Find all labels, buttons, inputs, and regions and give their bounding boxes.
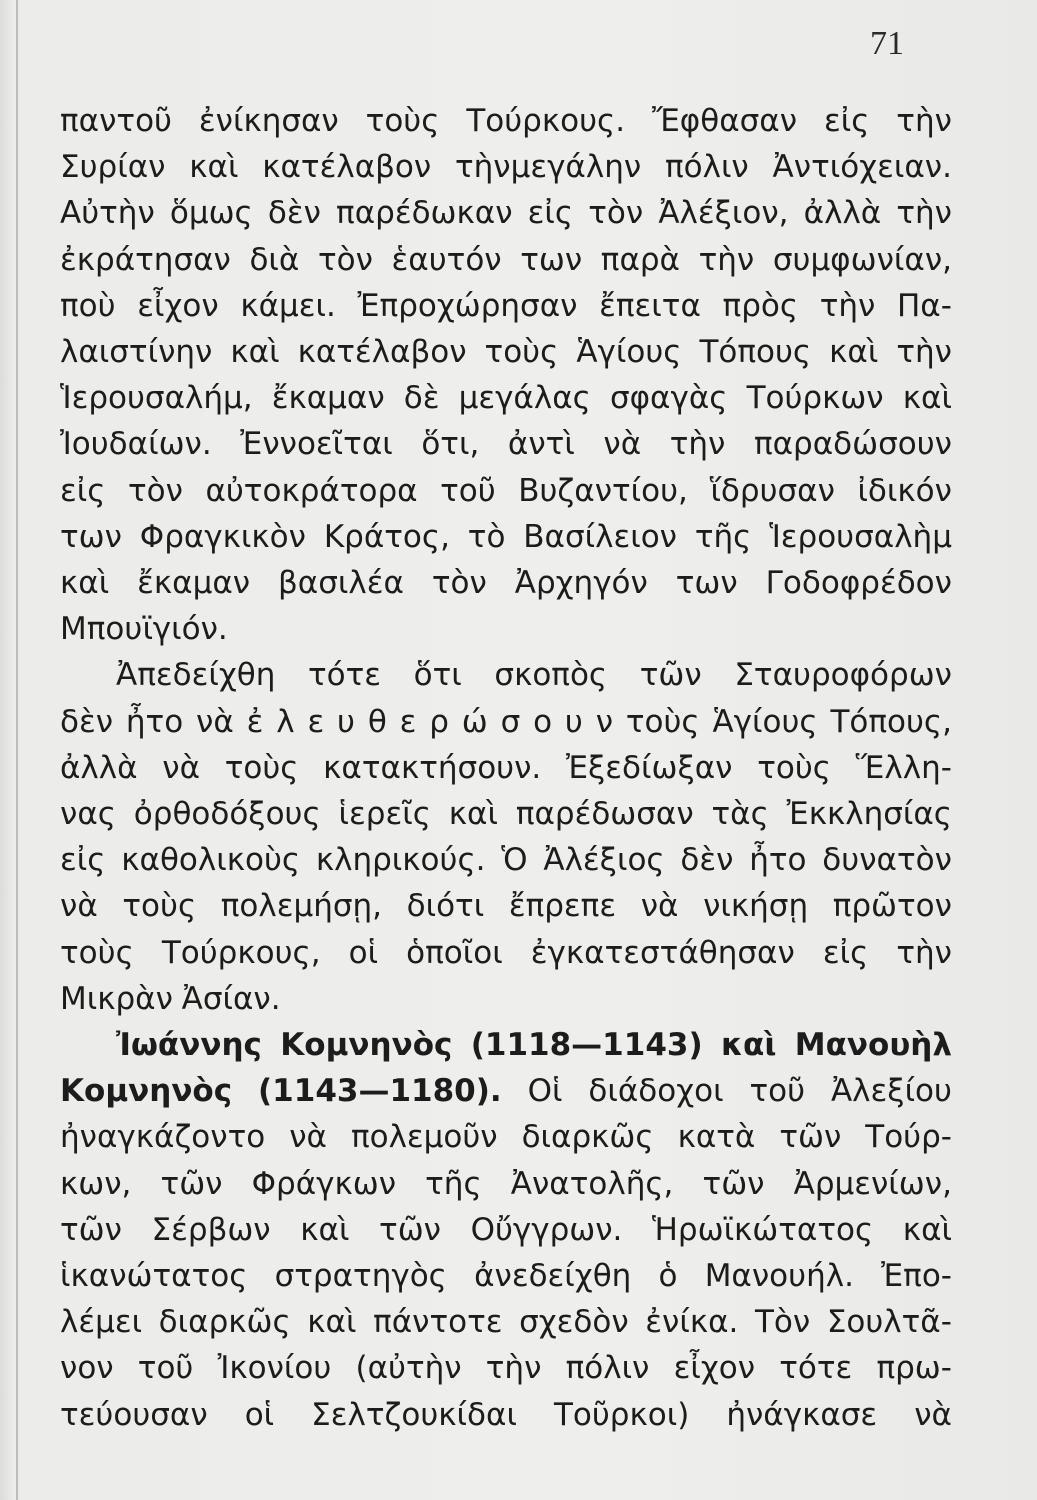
word: παρὰ <box>600 241 680 278</box>
word: Ἀπεδείχθη <box>116 657 276 694</box>
text-line <box>60 468 952 514</box>
word: πρῶτον <box>832 888 952 925</box>
word: διαρκῶς <box>521 1119 654 1156</box>
word: υ <box>337 703 355 740</box>
word: Ἐξεδίωξαν <box>565 749 733 786</box>
word: τὴν <box>896 334 952 370</box>
word: Ἀρμενίων, <box>793 1165 952 1202</box>
word: οἱ <box>244 1396 275 1433</box>
word: συμφωνίαν, <box>772 241 952 278</box>
word: ἀντὶ <box>507 426 575 463</box>
word: καθολικοὺς <box>121 842 301 879</box>
word: Ἰκονίου <box>217 1350 332 1387</box>
word: τὸν <box>431 565 487 601</box>
word: ἵδρυσαν <box>710 472 835 509</box>
word: ἦτο <box>125 703 184 740</box>
word: ποὺ <box>60 287 116 324</box>
word: ο <box>533 703 553 740</box>
word: Οἱ <box>527 1073 563 1110</box>
word: κων, <box>60 1165 132 1202</box>
word: Τούρκους, <box>161 934 321 971</box>
word: λαιστίνην <box>60 334 213 370</box>
word: αὐτοκράτορα <box>205 472 418 509</box>
word: εἰς <box>822 934 869 971</box>
word: των <box>675 565 738 601</box>
text-line <box>116 1022 952 1068</box>
word: μεγάλας <box>458 380 591 417</box>
word: λέμει <box>60 1304 143 1341</box>
word: Τούρκων <box>746 380 884 417</box>
word: Ἔφθασαν <box>651 103 798 139</box>
word: Οὔγγρων. <box>470 1211 623 1248</box>
word: Σταυροφόρων <box>734 657 952 694</box>
word: νὰ <box>162 749 201 786</box>
word: κληρικούς. <box>315 842 486 879</box>
word: σφαγὰς <box>609 380 728 417</box>
word: τοὺς <box>224 749 299 786</box>
text-line <box>116 652 952 698</box>
word: υ <box>564 703 583 740</box>
word: τῆς <box>694 518 752 555</box>
word: ώ <box>461 703 488 740</box>
word: Ἀντιόχειαν. <box>772 149 952 186</box>
word: Μανουήλ. <box>704 1258 854 1294</box>
word: στρατηγὸς <box>274 1258 447 1294</box>
word: τὴνμεγάλην <box>454 149 642 186</box>
word: τοῦ <box>440 472 496 509</box>
word: λ <box>276 703 295 740</box>
word: κάμει. <box>240 287 336 324</box>
word: βασιλέα <box>278 565 404 601</box>
word: τὴν <box>698 241 755 278</box>
text-line <box>60 144 952 190</box>
word: πρω- <box>876 1350 952 1387</box>
word: νον <box>60 1350 114 1387</box>
word: εἰς <box>60 842 106 879</box>
word: πόλιν <box>664 149 749 186</box>
word: Κομνηνὸς <box>280 1027 453 1063</box>
word: καὶ <box>448 796 498 832</box>
word: Τοῦρκοι) <box>553 1396 690 1433</box>
word: τὴν <box>485 1350 542 1387</box>
word: ἀνεδείχθη <box>474 1258 632 1294</box>
word: εἶχον <box>137 287 219 324</box>
word: Ἀνατολῆς, <box>510 1165 674 1202</box>
word: Συρίαν <box>60 149 166 186</box>
word: Κομνηνὸς <box>60 1073 233 1110</box>
page-number: 71 <box>870 25 904 62</box>
word: πόλιν <box>565 1350 650 1387</box>
word: Τούρ- <box>865 1119 952 1156</box>
text-line <box>60 1299 952 1345</box>
word: ὅτι <box>413 657 462 694</box>
word: τὸ <box>467 518 506 555</box>
text-line <box>60 237 952 283</box>
text-line <box>60 560 952 606</box>
word: ἐγκατεστάθησαν <box>530 934 795 971</box>
word: τοὺς <box>757 749 831 786</box>
word: Βασίλειον <box>523 518 677 555</box>
text-line <box>60 606 952 652</box>
text-line <box>60 329 952 375</box>
word: Μανουὴλ <box>794 1027 952 1063</box>
word: τότε <box>779 1350 853 1387</box>
word: Ἐννοεῖται <box>240 426 393 463</box>
word: Ἁγίους <box>712 703 818 740</box>
text-line <box>60 1392 952 1438</box>
word: τὴν <box>669 426 726 463</box>
word: ἔπειτα <box>599 287 701 324</box>
text-line <box>60 791 952 837</box>
word: τῶν <box>160 1165 223 1202</box>
word: Ἁγίους <box>576 334 682 370</box>
word: κατὰ <box>677 1119 756 1156</box>
word: πολεμήσῃ, <box>220 888 383 925</box>
word: καὶ <box>307 1304 357 1341</box>
word: νὰ <box>60 888 98 925</box>
word: τὸν <box>588 195 644 232</box>
word: νὰ <box>289 1119 327 1156</box>
word: κατακτήσουν. <box>323 749 542 786</box>
word: διὰ <box>249 241 300 278</box>
word: νὰ <box>603 426 642 463</box>
word: ρ <box>429 703 449 740</box>
word: τὴν <box>896 934 952 971</box>
word: Πα- <box>897 287 952 324</box>
word: εἰς <box>60 472 106 509</box>
word: καὶ <box>829 334 879 370</box>
word: των <box>520 241 583 278</box>
word: ἐ <box>246 703 264 740</box>
word: ἐνίκα. <box>645 1304 739 1341</box>
word: παντοῦ <box>60 103 172 139</box>
word: Ἐπο- <box>881 1258 952 1294</box>
text-line <box>60 837 952 883</box>
word: Ἀρχηγόν <box>514 565 648 601</box>
word: δὲ <box>403 380 440 417</box>
word: Ἀσίαν. <box>181 980 281 1017</box>
word: Ἱερουσαλὴμ <box>769 518 952 555</box>
word: Τόπους, <box>830 703 952 740</box>
word: Ἐπροχώρησαν <box>357 287 578 324</box>
word: Ἡρωϊκώτατος <box>652 1211 874 1248</box>
word: παραδώσουν <box>753 426 952 463</box>
word: ἀλλὰ <box>60 749 138 786</box>
word: διότι <box>406 888 485 925</box>
word: ἔπρεπε <box>508 888 617 925</box>
word: διάδοχοι <box>588 1073 724 1110</box>
word: δὲν <box>680 842 734 879</box>
word: σχεδὸν <box>519 1304 629 1341</box>
word: σ <box>500 703 521 740</box>
word: Τούρκους. <box>466 103 626 139</box>
word: νὰ <box>196 703 234 740</box>
word: καὶ <box>902 1211 952 1248</box>
word: Αὐτὴν <box>60 195 155 232</box>
text-line <box>60 190 952 236</box>
word: Ἰωάννης <box>116 1027 262 1063</box>
text-line <box>60 1068 952 1114</box>
word: Μικρὰν <box>60 980 173 1017</box>
word: τὴν <box>896 103 952 139</box>
word: Κράτος, <box>323 518 450 555</box>
word: καὶ <box>721 1027 777 1063</box>
text-line <box>60 1114 952 1160</box>
text-line <box>60 699 952 745</box>
word: τοῦ <box>749 1073 806 1110</box>
word: τῶν <box>702 1165 765 1202</box>
text-line <box>60 883 952 929</box>
word: δὲν <box>267 195 321 232</box>
word: σκοπὸς <box>494 657 608 694</box>
word: ἀλλὰ <box>803 195 882 232</box>
word: τὸν <box>127 472 183 509</box>
word: Βυζαντίου, <box>518 472 688 509</box>
text-line <box>60 1253 952 1299</box>
word: καὶ <box>189 149 239 186</box>
word: καὶ <box>902 380 952 417</box>
text-line <box>60 976 952 1022</box>
word: τῶν <box>639 657 702 694</box>
word: Μπουϊγιόν. <box>60 611 228 648</box>
word: εἰς <box>823 103 870 139</box>
word: Φράγκων <box>251 1165 397 1202</box>
word: Σουλτᾶ- <box>826 1304 952 1341</box>
word: Σέρβων <box>151 1211 271 1248</box>
word: ἱκανώτατος <box>60 1258 248 1294</box>
word: τεύουσαν <box>60 1396 208 1433</box>
word: ὁποῖοι <box>406 934 503 971</box>
word: Ἱερουσαλήμ, <box>60 380 253 417</box>
word: πρὸς <box>722 287 799 324</box>
word: τοὺς <box>365 103 440 139</box>
word: Σελτζουκίδαι <box>311 1396 517 1433</box>
word: τοὺς <box>484 334 559 370</box>
word: Γοδοφρέδον <box>765 565 952 601</box>
word: πάντοτε <box>373 1304 503 1341</box>
word: ἱερεῖς <box>338 796 431 832</box>
word: ἐκράτησαν <box>60 241 231 278</box>
word: νὰ <box>914 1396 952 1433</box>
text-line <box>60 1161 952 1207</box>
word: Ἀλέξιος <box>543 842 665 879</box>
word: τῶν <box>779 1119 842 1156</box>
word: διαρκῶς <box>158 1304 291 1341</box>
word: θ <box>367 703 387 740</box>
word: τῆς <box>425 1165 482 1202</box>
word: κατέλαβον <box>297 334 467 370</box>
word: νας <box>60 796 116 832</box>
word: Ἀλέξιον, <box>658 195 789 232</box>
text-line <box>60 1345 952 1391</box>
word: τοῦ <box>137 1350 194 1387</box>
text-line <box>60 1207 952 1253</box>
word: καὶ <box>300 1211 350 1248</box>
word: τοὺς <box>625 703 700 740</box>
word: τοὺς <box>60 934 134 971</box>
word: κατέλαβον <box>262 149 432 186</box>
word: Φραγκικὸν <box>139 518 306 555</box>
word: τῶν <box>379 1211 441 1248</box>
word: Ἕλλη- <box>855 749 952 786</box>
word: ὅτι, <box>421 426 480 463</box>
word: (αὐτὴν <box>355 1350 462 1387</box>
page-gutter-edge <box>16 0 18 1500</box>
word: τὴν <box>896 195 952 232</box>
word: (1118—1143) <box>470 1027 703 1063</box>
word: ε <box>399 703 417 740</box>
word: Ὁ <box>501 842 528 879</box>
word: ε <box>307 703 325 740</box>
word: ἰδικόν <box>857 472 952 509</box>
word: ἦτο <box>749 842 807 879</box>
word: τῶν <box>60 1211 122 1248</box>
word: ἐνίκησαν <box>198 103 339 139</box>
word: ἠναγκάζοντο <box>60 1119 266 1156</box>
word: ἔκαμαν <box>137 565 251 601</box>
word: πολεμοῦν <box>350 1119 498 1156</box>
word: νὰ <box>640 888 679 925</box>
word: τὴν <box>819 287 876 324</box>
word: οἱ <box>348 934 379 971</box>
word: καὶ <box>230 334 280 370</box>
word: ν <box>595 703 614 740</box>
text-line <box>60 98 952 144</box>
word: ὀρθοδόξους <box>133 796 321 832</box>
text-line <box>60 930 952 976</box>
text-line <box>60 421 952 467</box>
word: καὶ <box>60 565 110 601</box>
word: εἶχον <box>673 1350 756 1387</box>
word: ἠνάγκασε <box>726 1396 878 1433</box>
word: Ἐκκλησίας <box>786 796 952 832</box>
word: τότε <box>307 657 382 694</box>
text-line <box>60 375 952 421</box>
word: παρέδωκαν <box>336 195 513 232</box>
word: Ἰουδαίων. <box>60 426 212 463</box>
word: τοὺς <box>122 888 197 925</box>
word: (1143—1180). <box>258 1073 502 1110</box>
word: ἔκαμαν <box>271 380 385 417</box>
word: δυνατὸν <box>822 842 952 879</box>
word: Τόπους <box>699 334 812 370</box>
word: δὲν <box>60 703 114 740</box>
word: των <box>60 518 122 555</box>
word: Ἀλεξίου <box>830 1073 952 1110</box>
word: ὅμως <box>169 195 253 232</box>
word: εἰς <box>527 195 574 232</box>
text-line <box>60 283 952 329</box>
word: νικήσῃ <box>703 888 809 925</box>
word: τὸν <box>317 241 373 278</box>
word: Τὸν <box>755 1304 811 1341</box>
word: τὰς <box>711 796 769 832</box>
text-line <box>60 514 952 560</box>
word: ἑαυτόν <box>391 241 502 278</box>
word: ὁ <box>658 1258 678 1294</box>
word: παρέδωσαν <box>515 796 694 832</box>
text-line <box>60 745 952 791</box>
